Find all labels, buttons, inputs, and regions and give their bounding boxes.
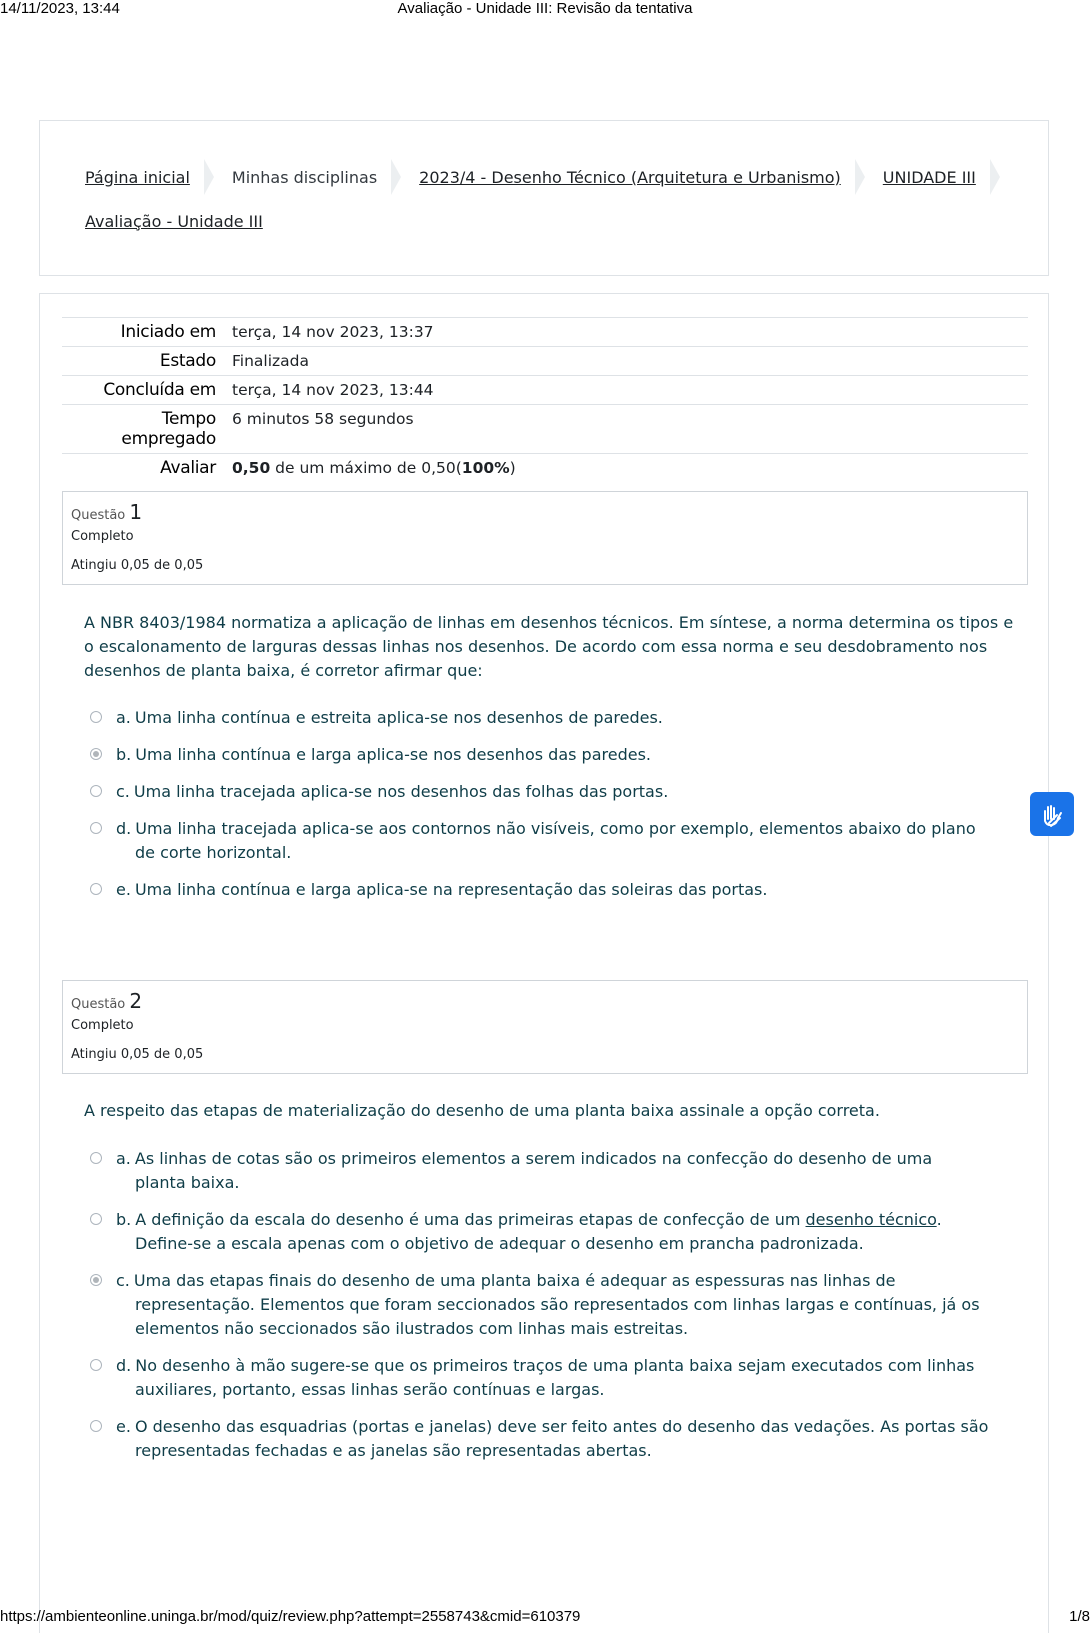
answer-text-continued: de corte horizontal. xyxy=(135,843,292,862)
hands-icon xyxy=(1037,799,1067,829)
question-1-number xyxy=(71,500,142,524)
answer-letter: d. xyxy=(116,819,132,838)
attempt-summary-table xyxy=(62,317,1028,482)
grade-label: Avaliar xyxy=(160,458,216,478)
radio-icon[interactable] xyxy=(90,1152,102,1164)
breadcrumb-unit-link[interactable]: UNIDADE III xyxy=(882,167,976,187)
main-content-card xyxy=(39,293,1049,1633)
question-number: 2 xyxy=(129,989,143,1013)
time-label-line1: Tempo xyxy=(161,409,216,429)
answer-text-continued: representadas fechadas e as janelas são representadas abertas. xyxy=(135,1441,652,1460)
answer-text: As linhas de cotas são os primeiros elementos a serem indicados na confecção do desenho de uma xyxy=(134,1149,933,1168)
question-2-answers xyxy=(90,1147,1010,1476)
radio-icon[interactable] xyxy=(90,1213,102,1225)
q1-answer-c[interactable] xyxy=(90,780,1010,804)
print-page-number: 1/8 xyxy=(1069,1608,1090,1625)
question-1-state: Completo xyxy=(71,529,134,544)
started-value: terça, 14 nov 2023, 13:37 xyxy=(232,323,434,341)
print-datetime: 14/11/2023, 13:44 xyxy=(0,0,120,17)
radio-checked-icon[interactable] xyxy=(90,748,102,760)
time-label xyxy=(62,405,232,454)
radio-icon[interactable] xyxy=(90,711,102,723)
grade-end: ) xyxy=(509,459,516,477)
answer-text-continued: auxiliares, portanto, essas linhas serão contínuas e largas. xyxy=(135,1380,605,1399)
answer-text: Uma das etapas finais do desenho de uma planta baixa é adequar as espessuras nas linhas de xyxy=(133,1271,896,1290)
question-prefix: Questão xyxy=(71,508,126,523)
time-label-line2: empregado xyxy=(121,429,216,449)
print-title: Avaliação - Unidade III: Revisão da tentativa xyxy=(397,0,693,17)
question-2-grade: Atingiu 0,05 de 0,05 xyxy=(71,1047,204,1062)
q1-answer-b[interactable] xyxy=(90,743,1010,767)
summary-row-state xyxy=(62,347,1028,376)
answer-text: Uma linha tracejada aplica-se aos contornos não visíveis, como por exemplo, elementos abaixo do plano xyxy=(135,819,976,838)
print-footer xyxy=(0,1608,1090,1626)
state-value: Finalizada xyxy=(232,352,310,370)
summary-row-started xyxy=(62,318,1028,347)
time-value: 6 minutos 58 segundos xyxy=(232,410,414,428)
answer-letter: e. xyxy=(116,1417,131,1436)
completed-label: Concluída em xyxy=(103,380,216,400)
radio-icon[interactable] xyxy=(90,785,102,797)
grade-percent: 100% xyxy=(461,459,510,477)
summary-row-time xyxy=(62,405,1028,454)
state-label: Estado xyxy=(159,351,216,371)
answer-text: Uma linha contínua e estreita aplica-se nos desenhos de paredes. xyxy=(134,708,663,727)
question-2-state: Completo xyxy=(71,1018,134,1033)
question-1-grade: Atingiu 0,05 de 0,05 xyxy=(71,558,204,573)
answer-text: Uma linha contínua e larga aplica-se na representação das soleiras das portas. xyxy=(134,880,768,899)
question-2-number xyxy=(71,989,142,1013)
breadcrumb-quiz-link[interactable]: Avaliação - Unidade III xyxy=(85,211,263,231)
q2-answer-b[interactable] xyxy=(90,1208,1010,1256)
radio-icon[interactable] xyxy=(90,822,102,834)
answer-text-continued: representação. Elementos que foram seccionados são representados com linhas largas e contínuas, já os elementos não seccionados são ilustrados com linhas mais estreitas. xyxy=(135,1295,980,1338)
sign-language-accessibility-button[interactable] xyxy=(1030,792,1074,836)
q1-answer-a[interactable] xyxy=(90,706,1010,730)
started-label: Iniciado em xyxy=(120,322,216,342)
glossary-link[interactable]: desenho técnico xyxy=(805,1210,937,1229)
answer-letter: b. xyxy=(116,745,132,764)
print-header xyxy=(0,0,1090,18)
q2-answer-c[interactable] xyxy=(90,1269,1010,1341)
question-2-text: A respeito das etapas de materialização do desenho de uma planta baixa assinale a opção correta. xyxy=(84,1101,880,1120)
answer-letter: a. xyxy=(116,1149,131,1168)
radio-icon[interactable] xyxy=(90,883,102,895)
answer-text: No desenho à mão sugere-se que os primeiros traços de uma planta baixa sejam executados com linhas xyxy=(135,1356,975,1375)
answer-text-continued: planta baixa. xyxy=(135,1173,240,1192)
q1-answer-d[interactable] xyxy=(90,817,1010,865)
summary-row-completed xyxy=(62,376,1028,405)
q2-answer-a[interactable] xyxy=(90,1147,1010,1195)
q2-answer-d[interactable] xyxy=(90,1354,1010,1402)
answer-text-period: . xyxy=(936,1210,942,1229)
summary-row-grade xyxy=(62,454,1028,483)
grade-value xyxy=(232,454,1028,483)
radio-checked-icon[interactable] xyxy=(90,1274,102,1286)
breadcrumb-card xyxy=(39,120,1049,276)
answer-letter: a. xyxy=(116,708,131,727)
answer-letter: d. xyxy=(116,1356,132,1375)
question-2-info xyxy=(62,980,1028,1074)
answer-letter: e. xyxy=(116,880,131,899)
grade-score: 0,50 xyxy=(232,459,271,477)
answer-text: A definição da escala do desenho é uma das primeiras etapas de confecção de um xyxy=(135,1210,806,1229)
breadcrumb-separator-icon xyxy=(204,159,214,195)
breadcrumb-home-link[interactable]: Página inicial xyxy=(85,167,190,187)
answer-text: O desenho das esquadrias (portas e janelas) deve ser feito antes do desenho das vedações. As portas são xyxy=(134,1417,989,1436)
radio-icon[interactable] xyxy=(90,1420,102,1432)
breadcrumb-course-link[interactable]: 2023/4 - Desenho Técnico (Arquitetura e Urbanismo) xyxy=(419,167,841,187)
answer-text: Uma linha contínua e larga aplica-se nos desenhos das paredes. xyxy=(135,745,651,764)
breadcrumb-separator-icon xyxy=(990,159,1000,195)
question-1-answers xyxy=(90,706,1010,915)
breadcrumb xyxy=(85,159,1028,239)
question-1-text: A NBR 8403/1984 normatiza a aplicação de linhas em desenhos técnicos. Em síntese, a norma determina os tipos e o escalonamento de larguras dessas linhas nos desenhos. De acordo com essa norma e seu desdobramento nos desenhos de planta baixa, é corretor afirmar que: xyxy=(84,613,1014,680)
radio-icon[interactable] xyxy=(90,1359,102,1371)
question-number: 1 xyxy=(129,500,143,524)
answer-letter: c. xyxy=(116,1271,130,1290)
print-url: https://ambienteonline.uninga.br/mod/quiz/review.php?attempt=2558743&cmid=610379 xyxy=(0,1608,581,1625)
breadcrumb-separator-icon xyxy=(391,159,401,195)
question-1-info xyxy=(62,491,1028,585)
answer-text-continued: Define-se a escala apenas com o objetivo de adequar o desenho em prancha padronizada. xyxy=(135,1234,864,1253)
q2-answer-e[interactable] xyxy=(90,1415,1010,1463)
answer-text: Uma linha tracejada aplica-se nos desenhos das folhas das portas. xyxy=(133,782,669,801)
breadcrumb-separator-icon xyxy=(855,159,865,195)
answer-letter: b. xyxy=(116,1210,132,1229)
breadcrumb-my-courses: Minhas disciplinas xyxy=(231,167,378,187)
question-prefix: Questão xyxy=(71,997,126,1012)
q1-answer-e[interactable] xyxy=(90,878,1010,902)
answer-letter: c. xyxy=(116,782,130,801)
grade-middle: de um máximo de 0,50( xyxy=(270,459,462,477)
completed-value: terça, 14 nov 2023, 13:44 xyxy=(232,381,434,399)
